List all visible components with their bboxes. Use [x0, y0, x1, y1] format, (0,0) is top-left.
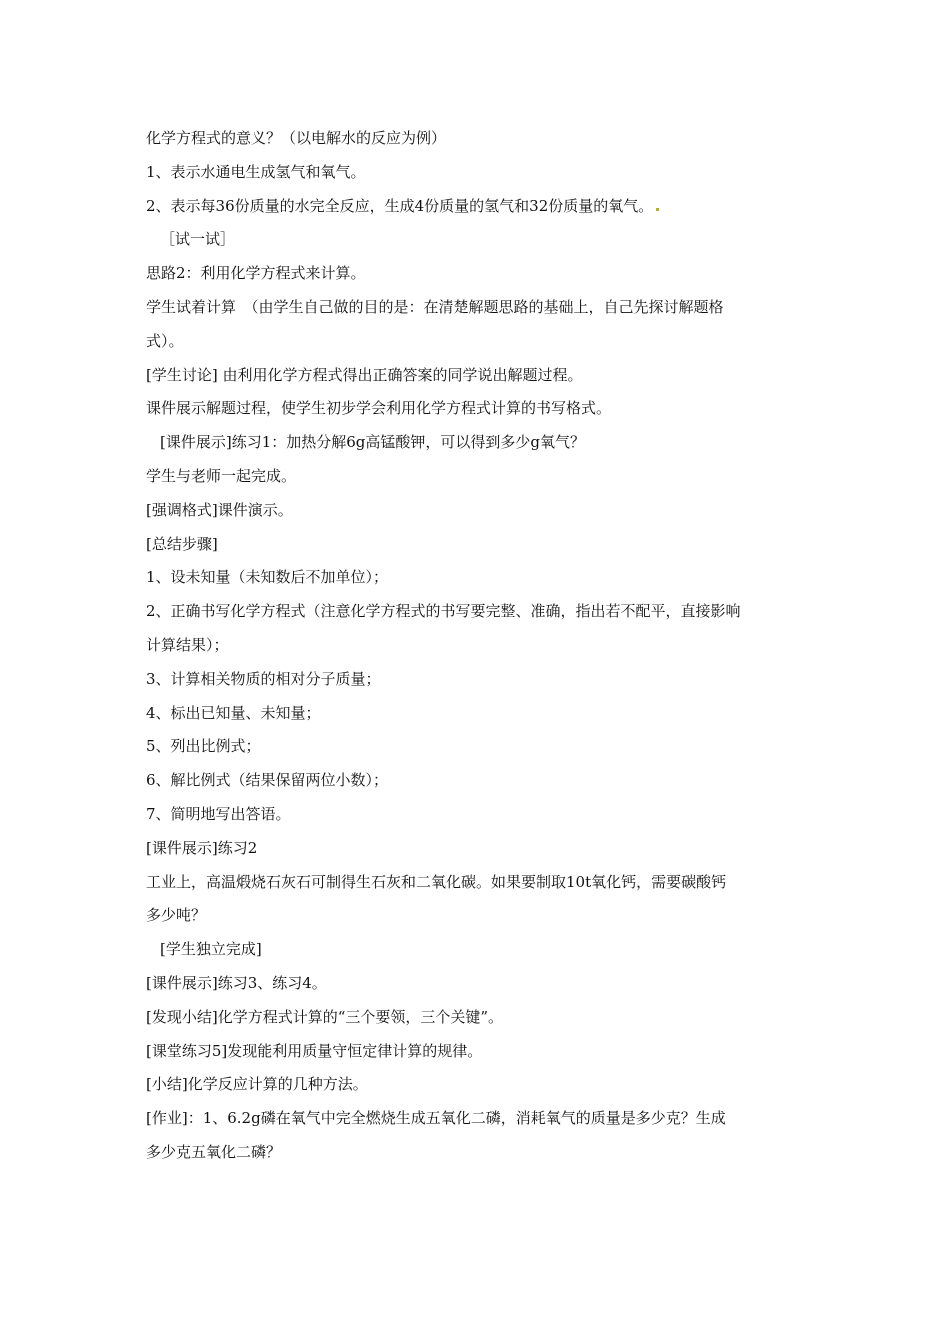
text-line: 1、设未知量（未知数后不加单位）；	[146, 568, 389, 587]
text-line: 7、简明地写出答语。	[146, 804, 291, 823]
text-line: [课件展示]练习2	[146, 838, 258, 857]
text-line-content: 2、表示每36份质量的水完全反应，生成4份质量的氢气和32份质量的氧气。	[146, 196, 654, 215]
text-line: 1、表示水通电生成氢气和氧气。	[146, 162, 366, 181]
text-line: [小结]化学反应计算的几种方法。	[146, 1075, 368, 1094]
highlight-mark	[656, 208, 659, 211]
text-line: [课件展示]练习3、练习4。	[146, 973, 327, 992]
text-line: 工业上，高温煅烧石灰石可制得生石灰和二氧化碳。如果要制取10t氧化钙，需要碳酸钙	[146, 872, 727, 891]
text-line: [学生讨论] 由利用化学方程式得出正确答案的同学说出解题过程。	[146, 365, 583, 384]
text-line: 2、正确书写化学方程式（注意化学方程式的书写要完整、准确，指出若不配平，直接影响	[146, 602, 741, 621]
text-line: [发现小结]化学方程式计算的“三个要领，三个关键”。	[146, 1007, 504, 1026]
text-line: 式）。	[146, 331, 184, 350]
text-line: [课件展示]练习1：加热分解6g高锰酸钾，可以得到多少g氧气？	[160, 433, 585, 452]
text-line: 思路2：利用化学方程式来计算。	[146, 264, 366, 283]
text-line: 5、列出比例式；	[146, 737, 261, 756]
text-line: [作业]：1、6.2g磷在氧气中完全燃烧生成五氧化二磷，消耗氧气的质量是多少克？生成	[146, 1109, 726, 1128]
text-line: 6、解比例式（结果保留两位小数）；	[146, 771, 389, 790]
text-line: 化学方程式的意义？（以电解水的反应为例）	[146, 129, 447, 147]
text-line: 学生试着计算 （由学生自己做的目的是：在清楚解题思路的基础上，自己先探讨解题格	[146, 297, 724, 316]
text-line: 多少吨？	[146, 906, 207, 925]
text-line: [课堂练习5]发现能利用质量守恒定律计算的规律。	[146, 1041, 483, 1060]
text-line: [总结步骤]	[146, 534, 218, 553]
document-body	[146, 122, 810, 1170]
text-line: 3、计算相关物质的相对分子质量；	[146, 669, 381, 688]
text-line: 计算结果）；	[146, 635, 229, 654]
text-line: [强调格式]课件演示。	[146, 500, 293, 519]
text-line: 4、标出已知量、未知量；	[146, 703, 321, 722]
text-line: ［试一试］	[160, 230, 236, 249]
text-line: 多少克五氧化二磷？	[146, 1142, 282, 1161]
text-line: 课件展示解题过程，使学生初步学会利用化学方程式计算的书写格式。	[146, 399, 612, 418]
text-line: 学生与老师一起完成。	[146, 466, 297, 485]
text-line	[146, 190, 810, 224]
text-line: [学生独立完成]	[160, 940, 262, 959]
